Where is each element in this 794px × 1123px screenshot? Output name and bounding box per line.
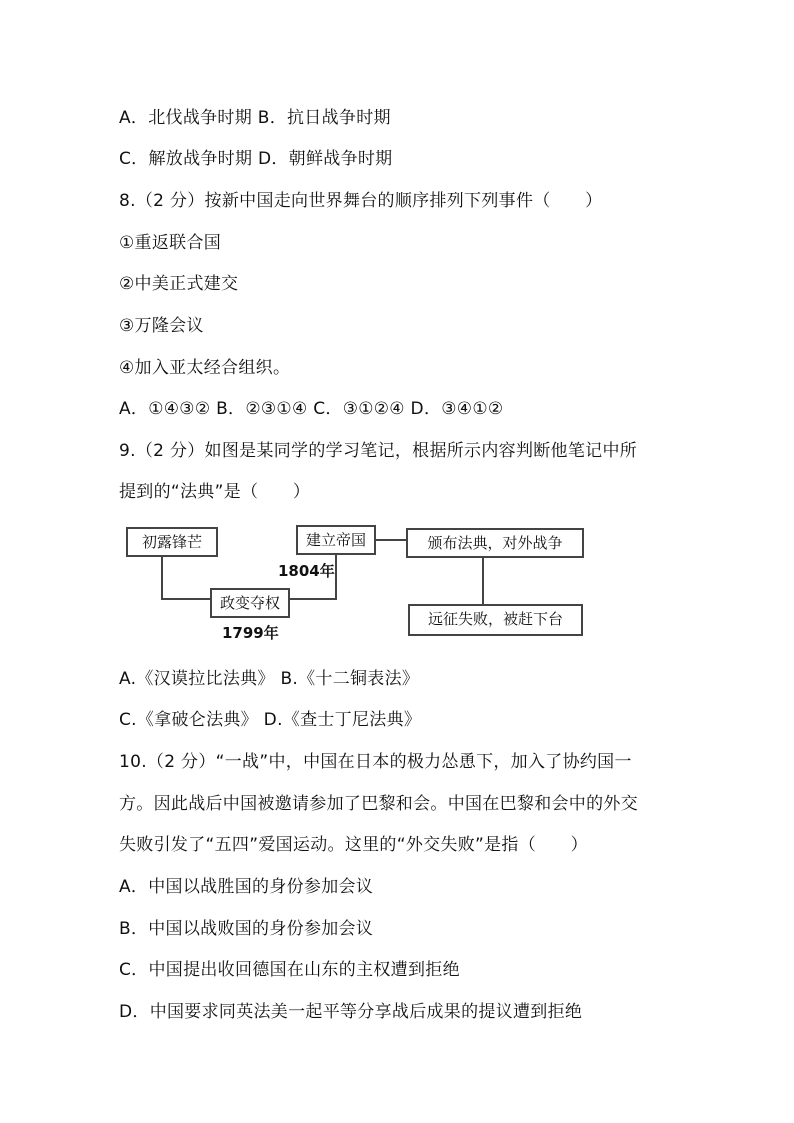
box-expedition-failure: 远征失败，被赶下台: [408, 604, 583, 636]
question-8-stem: 8.（2 分）按新中国走向世界舞台的顺序排列下列事件（ ）: [119, 191, 603, 211]
question-9-stem-1: 9.（2 分）如图是某同学的学习笔记，根据所示内容判断他笔记中所: [119, 441, 638, 461]
question-10-stem-3: 失败引发了“五四”爱国运动。这里的“外交失败”是指（ ）: [119, 835, 588, 855]
question-10-option-a: A．中国以战胜国的身份参加会议: [119, 877, 374, 897]
question-10-stem-2: 方。因此战后中国被邀请参加了巴黎和会。中国在巴黎和会中的外交: [119, 794, 638, 814]
option-line-cd: C．解放战争时期 D．朝鲜战争时期: [119, 149, 393, 169]
question-8-item-1: ①重返联合国: [119, 233, 222, 253]
question-9-stem-2: 提到的“法典”是（ ）: [119, 482, 311, 502]
question-10-option-b: B．中国以战败国的身份参加会议: [119, 919, 374, 939]
question-8-item-4: ④加入亚太经合组织。: [119, 358, 291, 378]
box-initial-emergence: 初露锋芒: [126, 527, 218, 557]
box-coup: 政变夺权: [210, 588, 290, 618]
question-9-options-cd: C.《拿破仑法典》 D.《查士丁尼法典》: [119, 710, 422, 730]
question-8-item-2: ②中美正式建交: [119, 274, 239, 294]
question-10-stem-1: 10.（2 分）“一战”中，中国在日本的极力怂恿下，加入了协约国一: [119, 752, 632, 772]
year-label-1804: 1804年: [278, 562, 335, 580]
box-promulgate-code: 颁布法典，对外战争: [406, 528, 584, 558]
question-8-options: A．①④③② B．②③①④ C．③①②④ D．③④①②: [119, 399, 504, 419]
question-10-option-d: D．中国要求同英法美一起平等分享战后成果的提议遭到拒绝: [119, 1002, 583, 1022]
option-line-ab: A．北伐战争时期 B．抗日战争时期: [119, 108, 391, 128]
question-10-option-c: C．中国提出收回德国在山东的主权遭到拒绝: [119, 960, 460, 980]
study-notes-flowchart: [124, 520, 586, 640]
box-establish-empire: 建立帝国: [296, 525, 376, 555]
year-label-1799: 1799年: [222, 624, 279, 642]
question-9-options-ab: A.《汉谟拉比法典》 B.《十二铜表法》: [119, 669, 420, 689]
question-8-item-3: ③万隆会议: [119, 316, 204, 336]
